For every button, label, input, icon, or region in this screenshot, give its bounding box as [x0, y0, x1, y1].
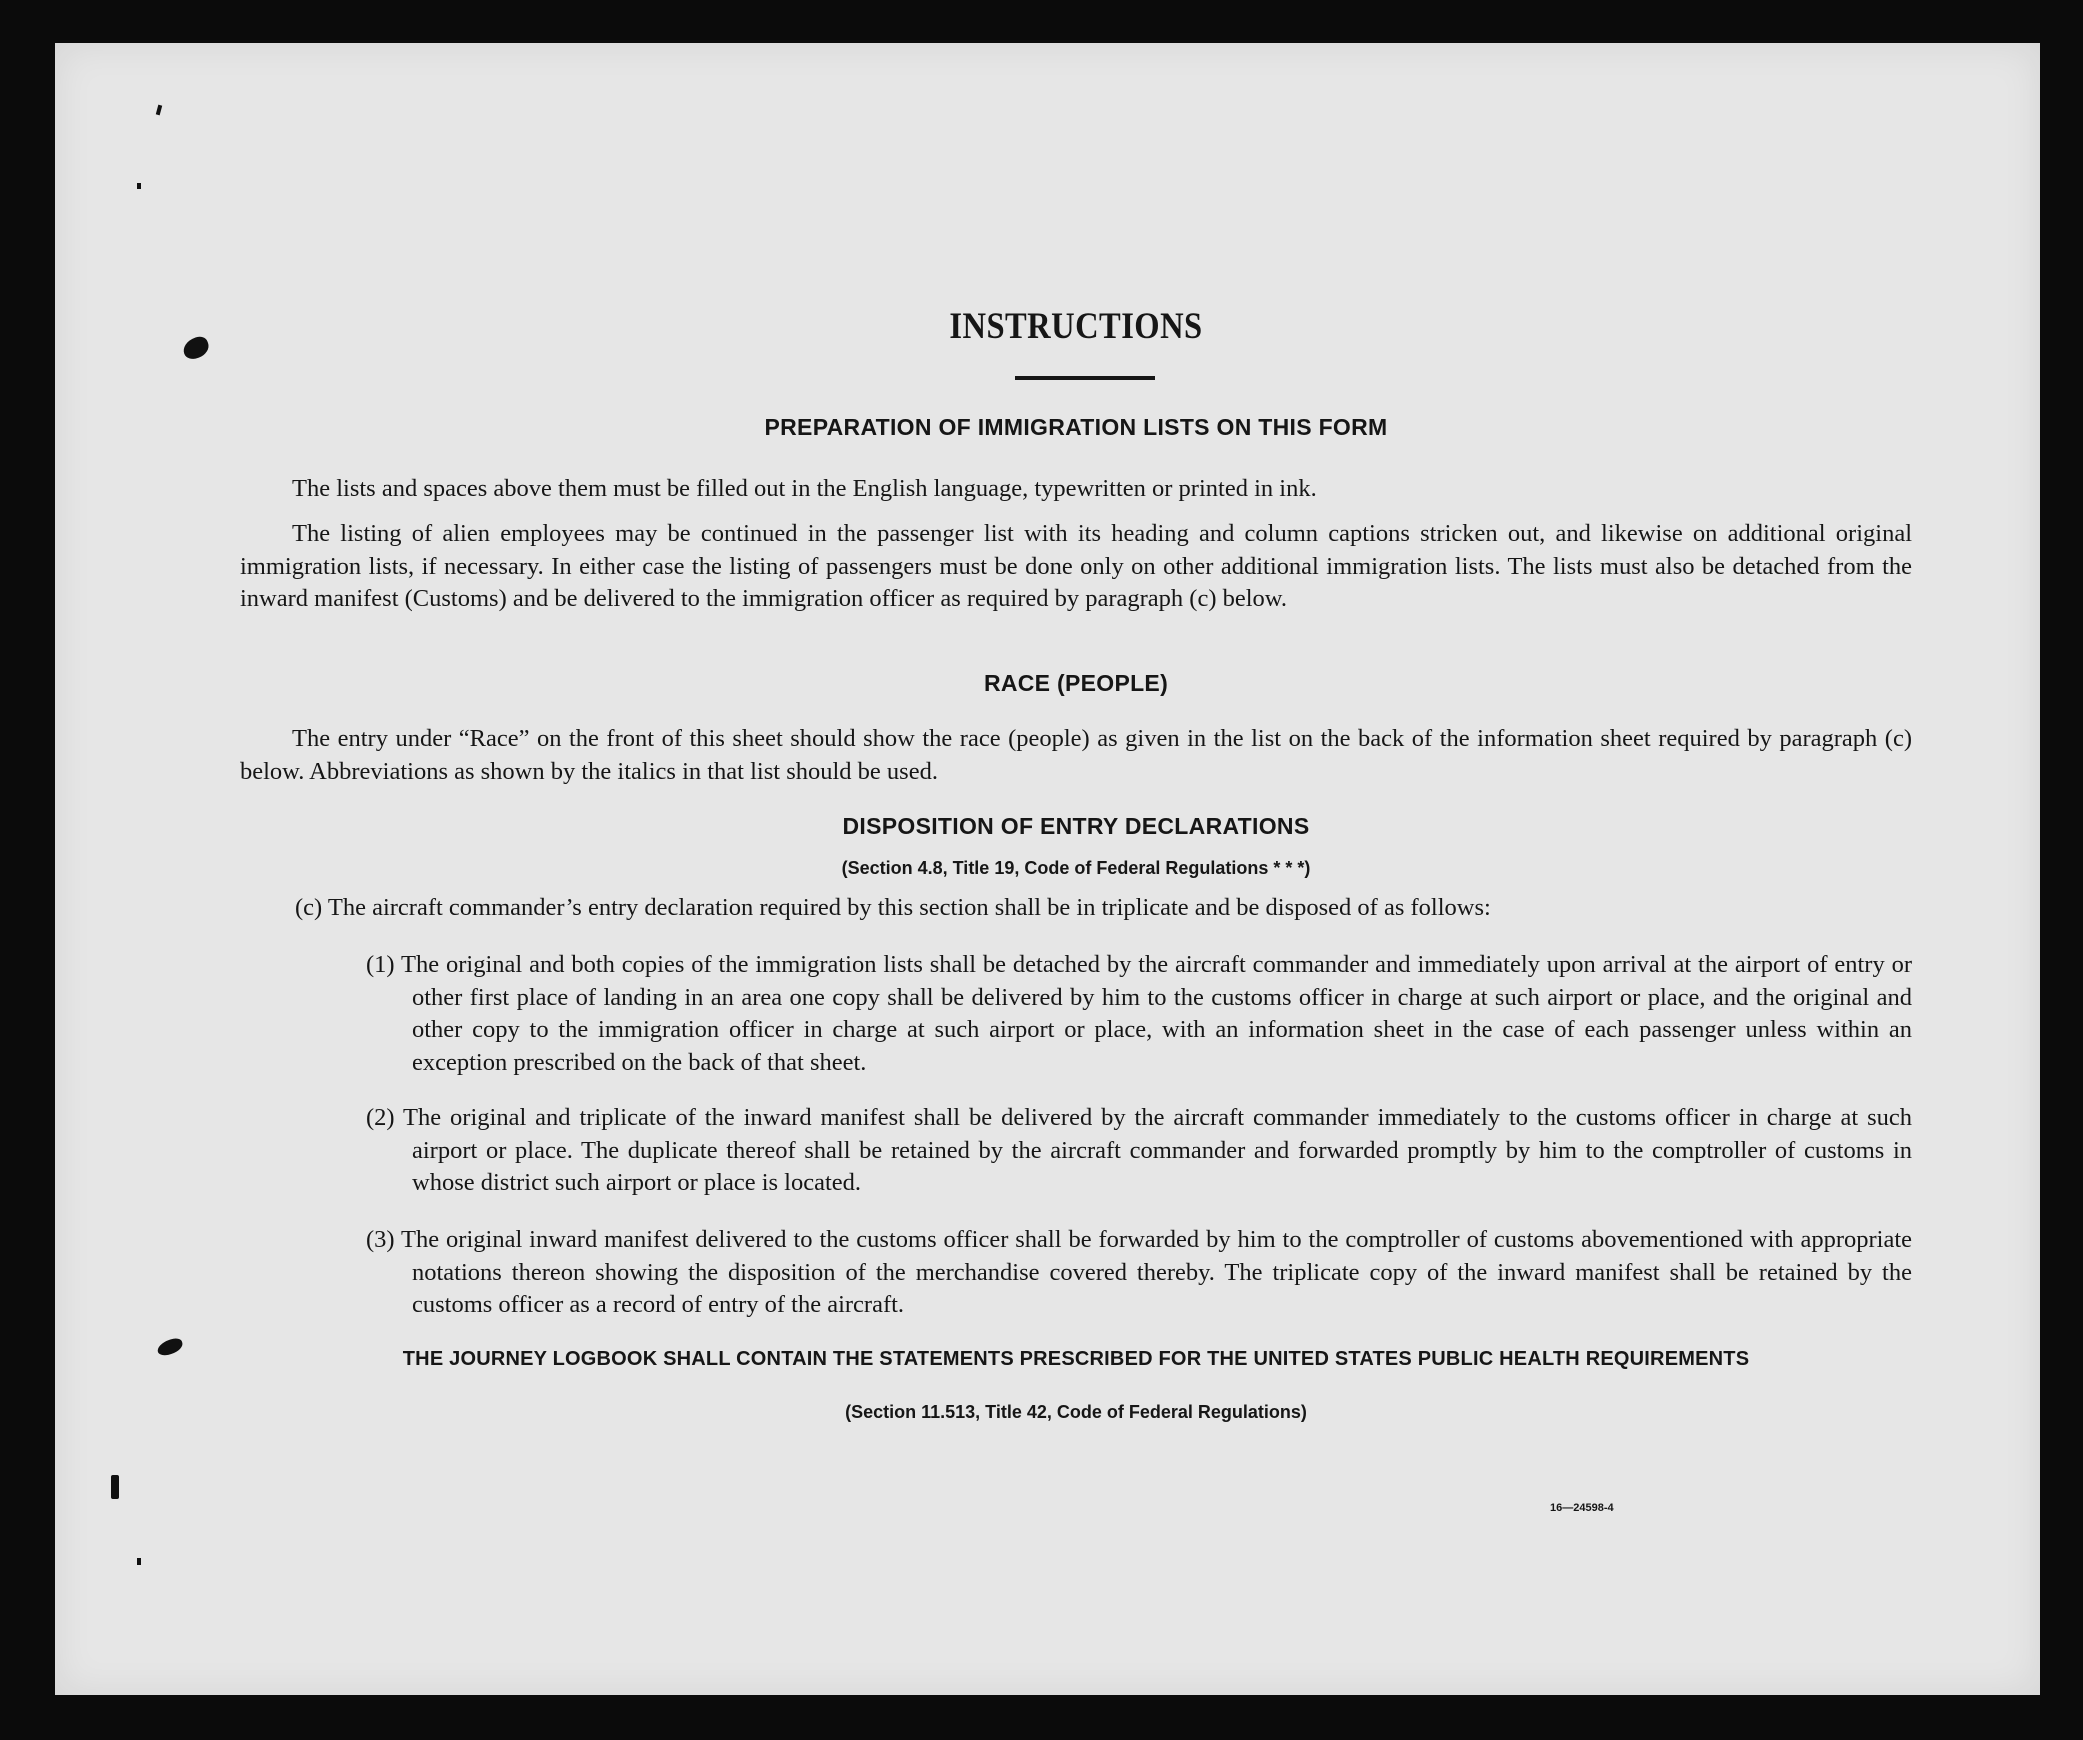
document-page	[55, 43, 2040, 1695]
section-heading-disposition: DISPOSITION OF ENTRY DECLARATIONS	[842, 813, 1310, 839]
race-paragraph: The entry under “Race” on the front of this sheet should show the race (people) as given in the list on the back of the information sheet required by paragraph (c) below. Abbreviations as shown by the italics in that list should be used.	[240, 725, 1912, 785]
logbook-citation: (Section 11.513, Title 42, Code of Federal Regulations)	[845, 1402, 1307, 1422]
preparation-paragraph-2: The listing of alien employees may be continued in the passenger list with its heading and column captions stricken out, and likewise on additional original immigration lists, if necessary. In either case the listing of passengers must be done only on other additional immigration lists. The lists must also be detached from the inward manifest (Customs) and be delivered to the immigration officer as required by paragraph (c) below.	[240, 520, 1912, 612]
page-title: INSTRUCTIONS	[949, 306, 1203, 347]
scan-speck	[156, 105, 162, 116]
disposition-citation: (Section 4.8, Title 19, Code of Federal Regulations * * *)	[841, 858, 1311, 878]
scan-speck	[155, 1336, 184, 1357]
scan-speck	[137, 1558, 141, 1565]
disposition-item-3: (3) The original inward manifest delivered to the customs officer shall be forwarded by him to the comptroller of customs abovementioned with appropriate notations thereon showing the disposition of the merchandise covered thereby. The triplicate copy of the inward manifest shall be retained by the customs officer as a record of entry of the aircraft.	[366, 1226, 1912, 1318]
form-number: 16—24598-4	[1550, 1502, 1614, 1514]
scan-speck	[180, 334, 211, 362]
disposition-intro: (c) The aircraft commander’s entry declaration required by this section shall be in triplicate and be disposed of as follows:	[295, 894, 1491, 921]
scan-speck	[111, 1475, 119, 1499]
logbook-statement: THE JOURNEY LOGBOOK SHALL CONTAIN THE STATEMENTS PRESCRIBED FOR THE UNITED STATES PUBLIC HEALTH REQUIREMENTS	[402, 1348, 1750, 1370]
preparation-paragraph-1: The lists and spaces above them must be filled out in the English language, typewritten or printed in ink.	[292, 475, 1317, 502]
section-heading-race: RACE (PEOPLE)	[983, 670, 1169, 696]
section-heading-preparation: PREPARATION OF IMMIGRATION LISTS ON THIS FORM	[764, 414, 1388, 440]
disposition-item-2: (2) The original and triplicate of the inward manifest shall be delivered by the aircraft commander immediately to the customs officer in charge at such airport or place. The duplicate thereof shall be retained by the aircraft commander and forwarded promptly by him to the comptroller of customs in whose district such airport or place is located.	[366, 1104, 1912, 1196]
scan-speck	[137, 183, 141, 189]
title-underline	[1015, 376, 1155, 380]
disposition-item-1: (1) The original and both copies of the immigration lists shall be detached by the aircraft commander and immediately upon arrival at the airport of entry or other first place of landing in an area one copy shall be delivered by him to the customs officer in charge at such airport or place, and the original and other copy to the immigration officer in charge at such airport or place, with an information sheet in the case of each passenger unless within an exception prescribed on the back of that sheet.	[366, 951, 1912, 1076]
